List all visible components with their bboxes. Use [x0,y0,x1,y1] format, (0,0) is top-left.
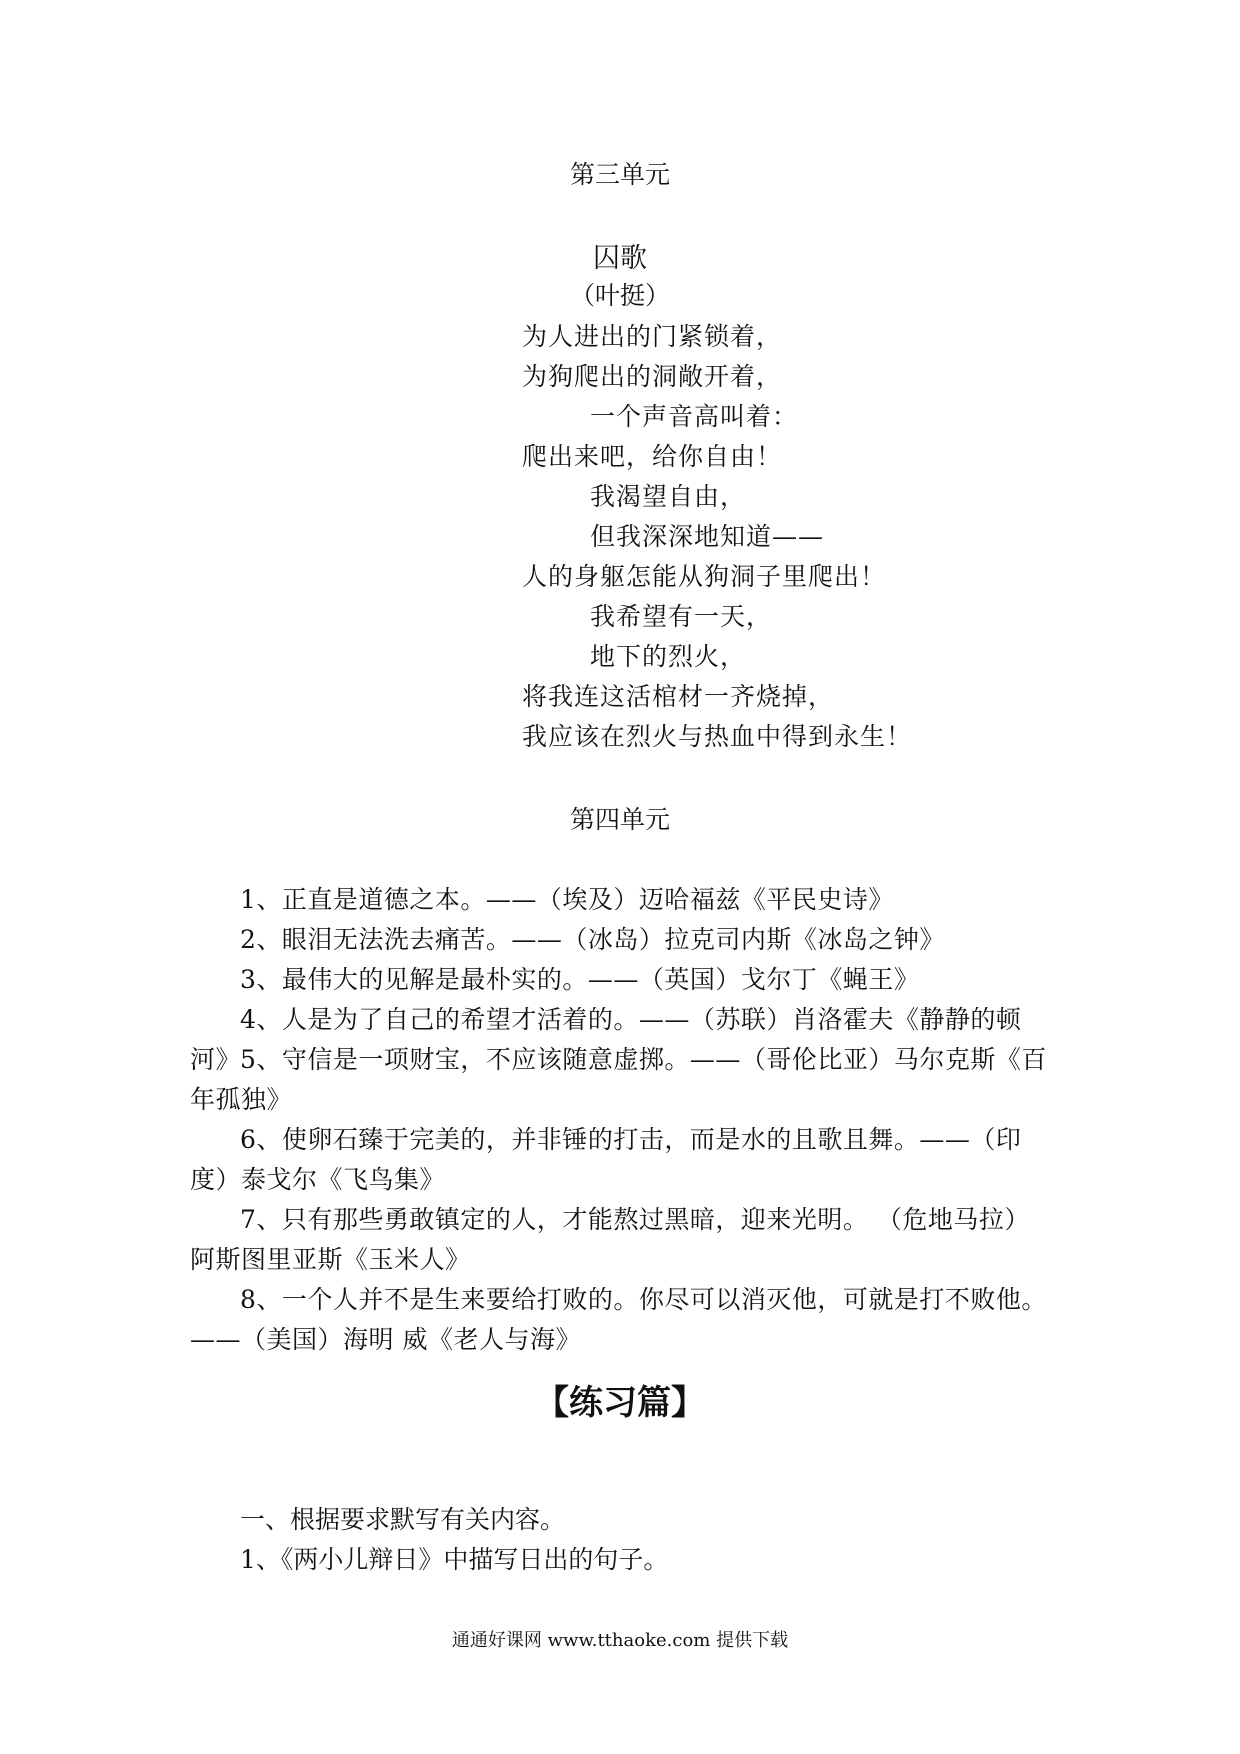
quote-item: 5、守信是一项财宝，不应该随意虚掷。——（哥伦比亚）马尔克斯《百年孤独》 [190,1045,1047,1114]
poem-line: 人的身躯怎能从狗洞子里爬出！ [522,562,887,591]
quote-item: 8、一个人并不是生来要给打败的。你尽可以消灭他，可就是打不败他。——（美国）海明 威《老人与海》 [190,1285,1047,1354]
quote-item: 4、人是为了自己的希望才活着的。——（苏联）肖洛霍夫《静静的顿河》 [190,1005,1022,1074]
quote-item: 7、只有那些勇敢镇定的人，才能熬过黑暗，迎来光明。 （危地马拉）阿斯图里亚斯《玉米人》 [190,1205,1030,1274]
poem-line: 爬出来吧，给你自由！ [522,442,783,471]
unit4-heading: 第四单元 [569,805,670,834]
poem-title: 囚歌 [593,243,647,274]
practice-title: 【练习篇】 [535,1383,705,1423]
poem-line: 为人进出的门紧锁着， [522,322,783,351]
poem-line: 但我深深地知道—— [590,522,825,551]
poem-author: （叶挺） [569,281,670,310]
page-footer: 通通好课网 www.tthaoke.com 提供下载 [451,1630,789,1651]
quote-item: 6、使卵石臻于完美的，并非锤的打击，而是水的且歌且舞。——（印度）泰戈尔《飞鸟集》 [190,1125,1022,1194]
poem-line: 地下的烈火， [590,642,747,671]
poem-line: 将我连这活棺材一齐烧掉， [522,682,835,711]
exercise-section-heading: 一、根据要求默写有关内容。 [240,1505,566,1534]
poem-line: 我希望有一天， [590,602,773,631]
quote-item: 2、眼泪无法洗去痛苦。——（冰岛）拉克司内斯《冰岛之钟》 [240,925,945,954]
exercise-item: 1、《两小儿辩日》中描写日出的句子。 [240,1545,669,1574]
unit3-heading: 第三单元 [569,160,670,189]
poem-line: 我应该在烈火与热血中得到永生！ [522,722,913,751]
quote-item: 3、最伟大的见解是最朴实的。——（英国）戈尔丁《蝇王》 [240,965,920,994]
poem-line: 为狗爬出的洞敞开着， [522,362,783,391]
poem-line: 一个声音高叫着： [590,402,799,431]
quote-item: 1、正直是道德之本。——（埃及）迈哈福兹《平民史诗》 [240,885,894,914]
poem-line: 我渴望自由， [590,482,747,511]
